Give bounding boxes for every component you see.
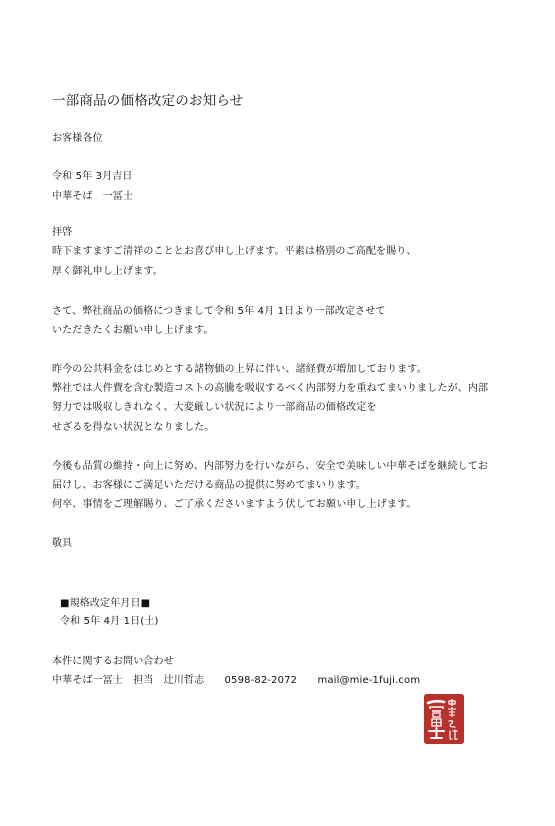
body-line: 今後も品質の維持・向上に努め、内部努力を行いながら、安全で美味しい中華そばを継続してお [52,461,489,472]
recipient: お客様各位 [52,133,103,144]
body-line: 時下ますますご清祥のこととお喜び申し上げます。平素は格別のご高配を賜り、 [52,246,417,257]
company-seal-icon [424,694,464,744]
body-line: いただきたくお願い申し上げます。 [52,325,214,336]
revision-heading: ■規格改定年月日■ [60,598,151,609]
body-line: 届けし、お客様にご満足いただける商品の提供に努めてまいります。 [52,480,366,491]
issue-date: 令和 5年 3月吉日 [52,171,133,182]
body-line: 何卒、事情をご理解賜り、ご了承くださいますよう伏してお願い申し上げます。 [52,499,417,510]
contact-line: 中華そば一冨士 担当 辻川哲志 0598-82-2072 mail@mie-1fuji.com [52,675,421,686]
body-line: さて、弊社商品の価格につきまして令和 5年 4月 1日より一部改定させて [52,306,386,317]
notice-title: 一部商品の価格改定のお知らせ [52,93,244,109]
closing: 敬具 [52,538,73,549]
greeting: 拝啓 [52,227,73,238]
sender-name: 中華そば 一冨士 [52,191,134,202]
revision-date: 令和 5年 4月 1日(土) [60,616,159,627]
body-line: せざるを得ない状況となりました。 [52,422,215,433]
contact-heading: 本件に関するお問い合わせ [52,656,174,667]
body-line: 厚く御礼申し上げます。 [52,266,163,277]
body-line: 弊社では人件費を含む製造コストの高騰を吸収するべく内部努力を重ねてまいりましたが、内部 [52,383,489,394]
body-line: 努力では吸収しきれなく、大変厳しい状況により一部商品の価格改定を [52,402,377,413]
body-line: 昨今の公共料金をはじめとする諸物価の上昇に伴い、諸経費が増加しております。 [52,364,427,375]
